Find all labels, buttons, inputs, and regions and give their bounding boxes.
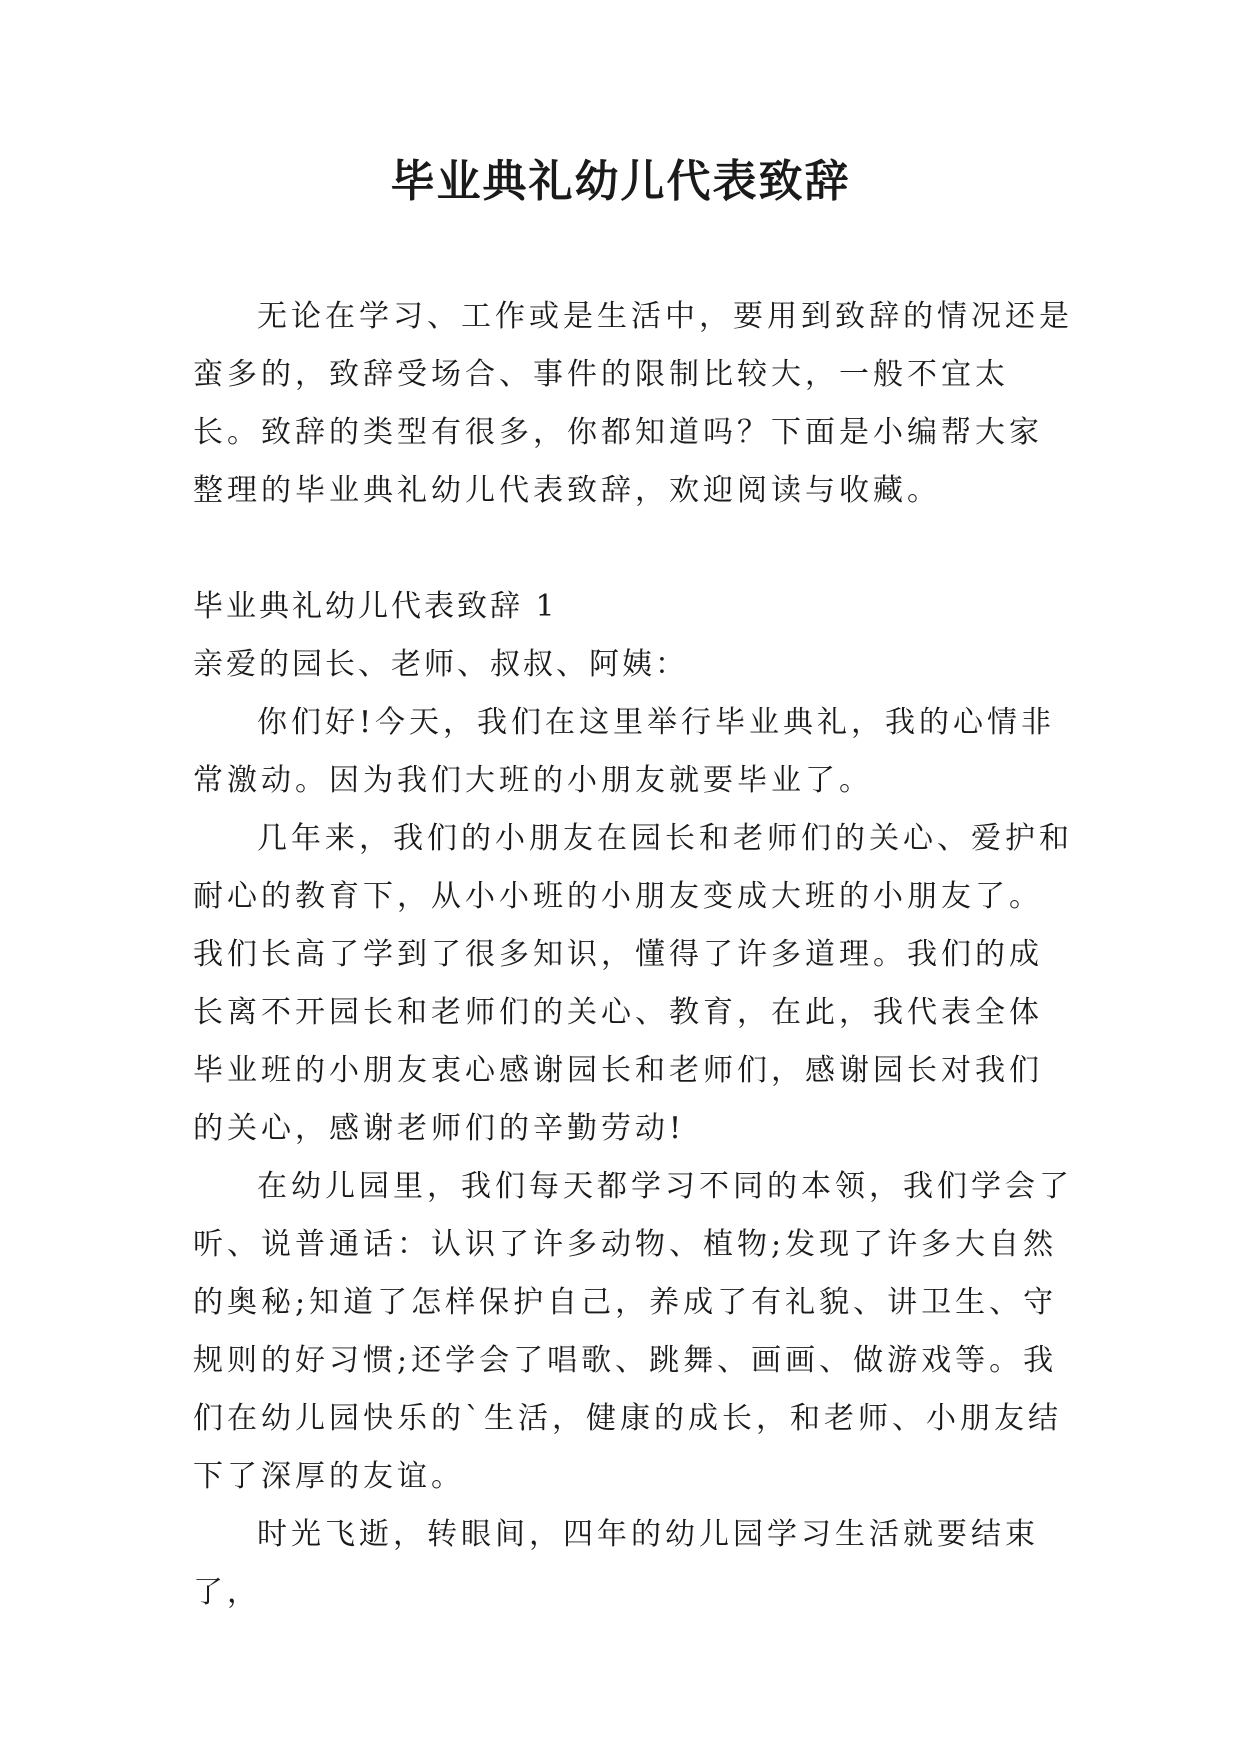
document-body <box>193 288 1073 1622</box>
salutation: 亲爱的园长、老师、叔叔、阿姨： <box>193 647 688 682</box>
intro-paragraph: 无论在学习、工作或是生活中，要用到致辞的情况还是蛮多的，致辞受场合、事件的限制比较大，一般不宜太长。致辞的类型有很多，你都知道吗？下面是小编帮大家整理的毕业典礼幼儿代表致辞，欢迎阅读与收藏。 <box>193 299 1073 508</box>
body-paragraph: 时光飞逝，转眼间，四年的幼儿园学习生活就要结束了， <box>193 1517 1039 1610</box>
body-paragraph: 几年来，我们的小朋友在园长和老师们的关心、爱护和耐心的教育下，从小小班的小朋友变成大班的小朋友了。我们长高了学到了很多知识，懂得了许多道理。我们的成长离不开园长和老师们的关心、教育，在此，我代表全体毕业班的小朋友衷心感谢园长和老师们，感谢园长对我们的关心，感谢老师们的辛勤劳动! <box>193 821 1073 1146</box>
body-paragraph: 你们好!今天，我们在这里举行毕业典礼，我的心情非常激动。因为我们大班的小朋友就要毕业了。 <box>193 705 1056 798</box>
body-paragraph: 在幼儿园里，我们每天都学习不同的本领，我们学会了听、说普通话：认识了许多动物、植物;发现了许多大自然的奥秘;知道了怎样保护自己，养成了有礼貌、讲卫生、守规则的好习惯;还学会了唱歌、跳舞、画画、做游戏等。我们在幼儿园快乐的`生活，健康的成长，和老师、小朋友结下了深厚的友谊。 <box>193 1169 1073 1494</box>
section-heading: 毕业典礼幼儿代表致辞 1 <box>193 589 558 624</box>
document-title: 毕业典礼幼儿代表致辞 <box>390 156 851 207</box>
